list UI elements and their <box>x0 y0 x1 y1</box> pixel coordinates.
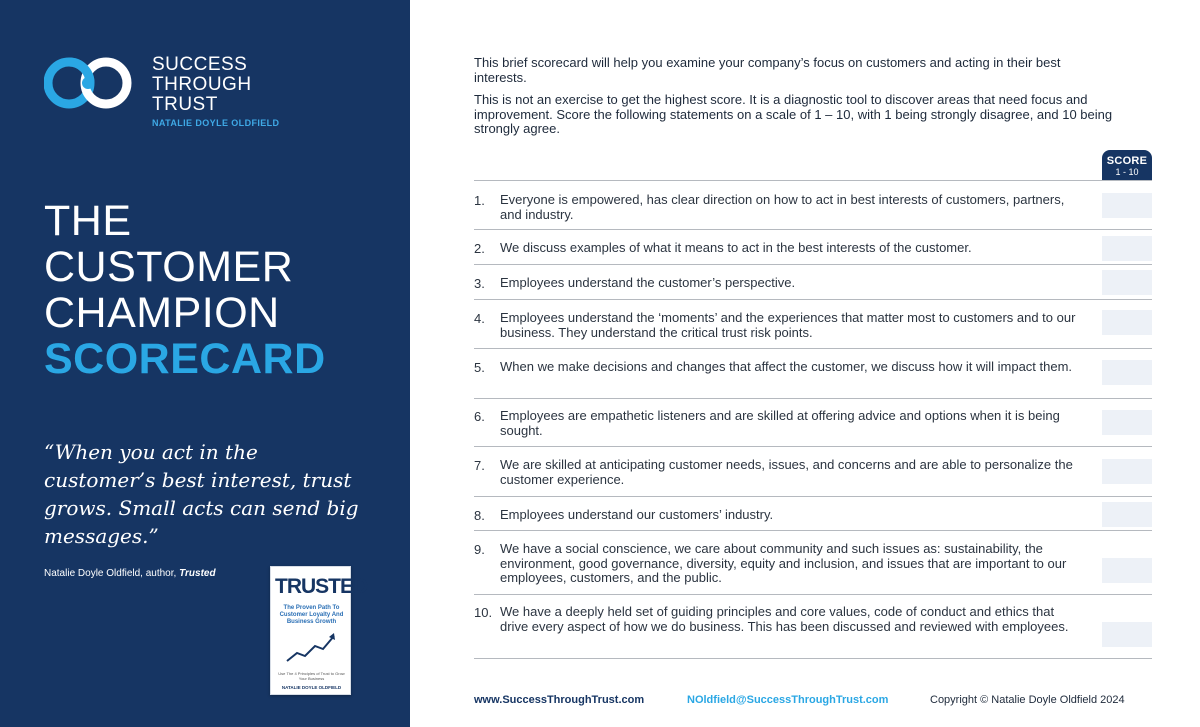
statement-row <box>474 230 1152 265</box>
score-input[interactable] <box>1102 622 1152 647</box>
statement-number: 8. <box>474 508 485 523</box>
title-line-1: THE <box>44 197 132 245</box>
book-author: NATALIE DOYLE OLDFIELD <box>281 685 342 690</box>
footer-email-link[interactable]: NOldfield@SuccessThroughTrust.com <box>687 694 889 706</box>
statement-row <box>474 531 1152 595</box>
book-subtitle: The Proven Path To Customer Loyalty And Business Growth <box>279 605 344 625</box>
statement-text: Employees understand the customer’s perspective. <box>500 275 796 290</box>
score-input[interactable] <box>1102 236 1152 261</box>
quote-attribution <box>44 568 216 579</box>
score-input[interactable] <box>1102 360 1152 385</box>
statement-text: We discuss examples of what it means to act in the best interests of the customer. <box>500 240 972 255</box>
score-column-header <box>1102 150 1152 181</box>
score-input[interactable] <box>1102 310 1152 335</box>
statement-row <box>474 399 1152 447</box>
statement-number: 2. <box>474 241 485 256</box>
score-label: SCORE <box>1106 155 1148 167</box>
score-input[interactable] <box>1102 410 1152 435</box>
statement-number: 7. <box>474 458 485 473</box>
brand-line-3: TRUST <box>152 94 218 115</box>
footer-website-link[interactable]: www.SuccessThroughTrust.com <box>474 694 645 706</box>
statement-text: We have a deeply held set of guiding principles and core values, code of conduct and ethics that drive every aspect of how we do business. This has been discussed and reviewed with employees. <box>500 604 1069 634</box>
score-input[interactable] <box>1102 193 1152 218</box>
statement-text: We are skilled at anticipating customer needs, issues, and concerns and are able to personalize the customer experience. <box>500 457 1073 487</box>
intro-paragraph-1: This brief scorecard will help you examine your company’s focus on customers and acting in their best interests. <box>474 55 1061 85</box>
statement-number: 1. <box>474 193 485 208</box>
book-footnote: Use The 4 Principles of Trust to Grow Your Business <box>278 671 345 681</box>
score-range: 1 - 10 <box>1115 167 1139 177</box>
title-line-3: CHAMPION <box>44 289 280 337</box>
statement-row <box>474 497 1152 531</box>
page-title <box>44 198 326 382</box>
statement-number: 5. <box>474 360 485 375</box>
statement-number: 3. <box>474 276 485 291</box>
title-line-4: SCORECARD <box>44 335 326 383</box>
statement-text: Employees understand the ‘moments’ and the experiences that matter most to customers and to our business. They understand the critical trust risk points. <box>500 310 1076 340</box>
statement-text: Employees are empathetic listeners and are skilled at offering advice and options when it is being sought. <box>500 408 1060 438</box>
score-input[interactable] <box>1102 270 1152 295</box>
statement-text: Everyone is empowered, has clear direction on how to act in best interests of customers, partners, and industry. <box>500 192 1065 222</box>
statement-row <box>474 447 1152 497</box>
intro-text <box>474 56 1114 145</box>
statement-number: 9. <box>474 542 485 557</box>
rising-line-chart-icon <box>285 631 337 665</box>
intro-paragraph-2: This is not an exercise to get the highest score. It is a diagnostic tool to discover areas that need focus and improvement. Score the following statements on a scale of 1 – 10, with 1 being strongly disagree, and 10 being strongly agree. <box>474 92 1113 136</box>
statement-row <box>474 349 1152 399</box>
left-panel <box>0 0 410 727</box>
attribution-book: Trusted <box>179 568 216 579</box>
brand-line-2: THROUGH <box>152 74 252 95</box>
score-input[interactable] <box>1102 502 1152 527</box>
statement-text: We have a social conscience, we care about community and such issues as: sustainability, the environment, good governance, diversity, equity and inclusion, and issues that are important to our employees, customers, and the public. <box>500 541 1067 585</box>
statement-row <box>474 181 1152 230</box>
score-input[interactable] <box>1102 459 1152 484</box>
attribution-text: Natalie Doyle Oldfield, author, <box>44 568 180 579</box>
brand-name <box>152 55 252 115</box>
statement-row <box>474 265 1152 300</box>
statement-row <box>474 300 1152 349</box>
interlocking-circles-logo-icon <box>44 52 136 114</box>
footer-copyright: Copyright © Natalie Doyle Oldfield 2024 <box>930 694 1125 706</box>
title-line-2: CUSTOMER <box>44 243 294 291</box>
statement-text: When we make decisions and changes that affect the customer, we discuss how it will impact them. <box>500 359 1073 374</box>
book-title: TRUSTED <box>275 575 368 598</box>
statement-number: 6. <box>474 409 485 424</box>
brand-line-1: SUCCESS <box>152 54 248 75</box>
statement-row <box>474 595 1152 659</box>
book-cover <box>270 566 368 695</box>
statement-number: 10. <box>474 605 493 620</box>
score-input[interactable] <box>1102 558 1152 583</box>
statement-number: 4. <box>474 311 485 326</box>
quote-text: “When you act in the customer’s best interest, trust grows. Small acts can send big messages.” <box>44 440 359 548</box>
statement-text: Employees understand our customers’ industry. <box>500 507 774 522</box>
brand-subtitle: NATALIE DOYLE OLDFIELD <box>152 118 280 128</box>
